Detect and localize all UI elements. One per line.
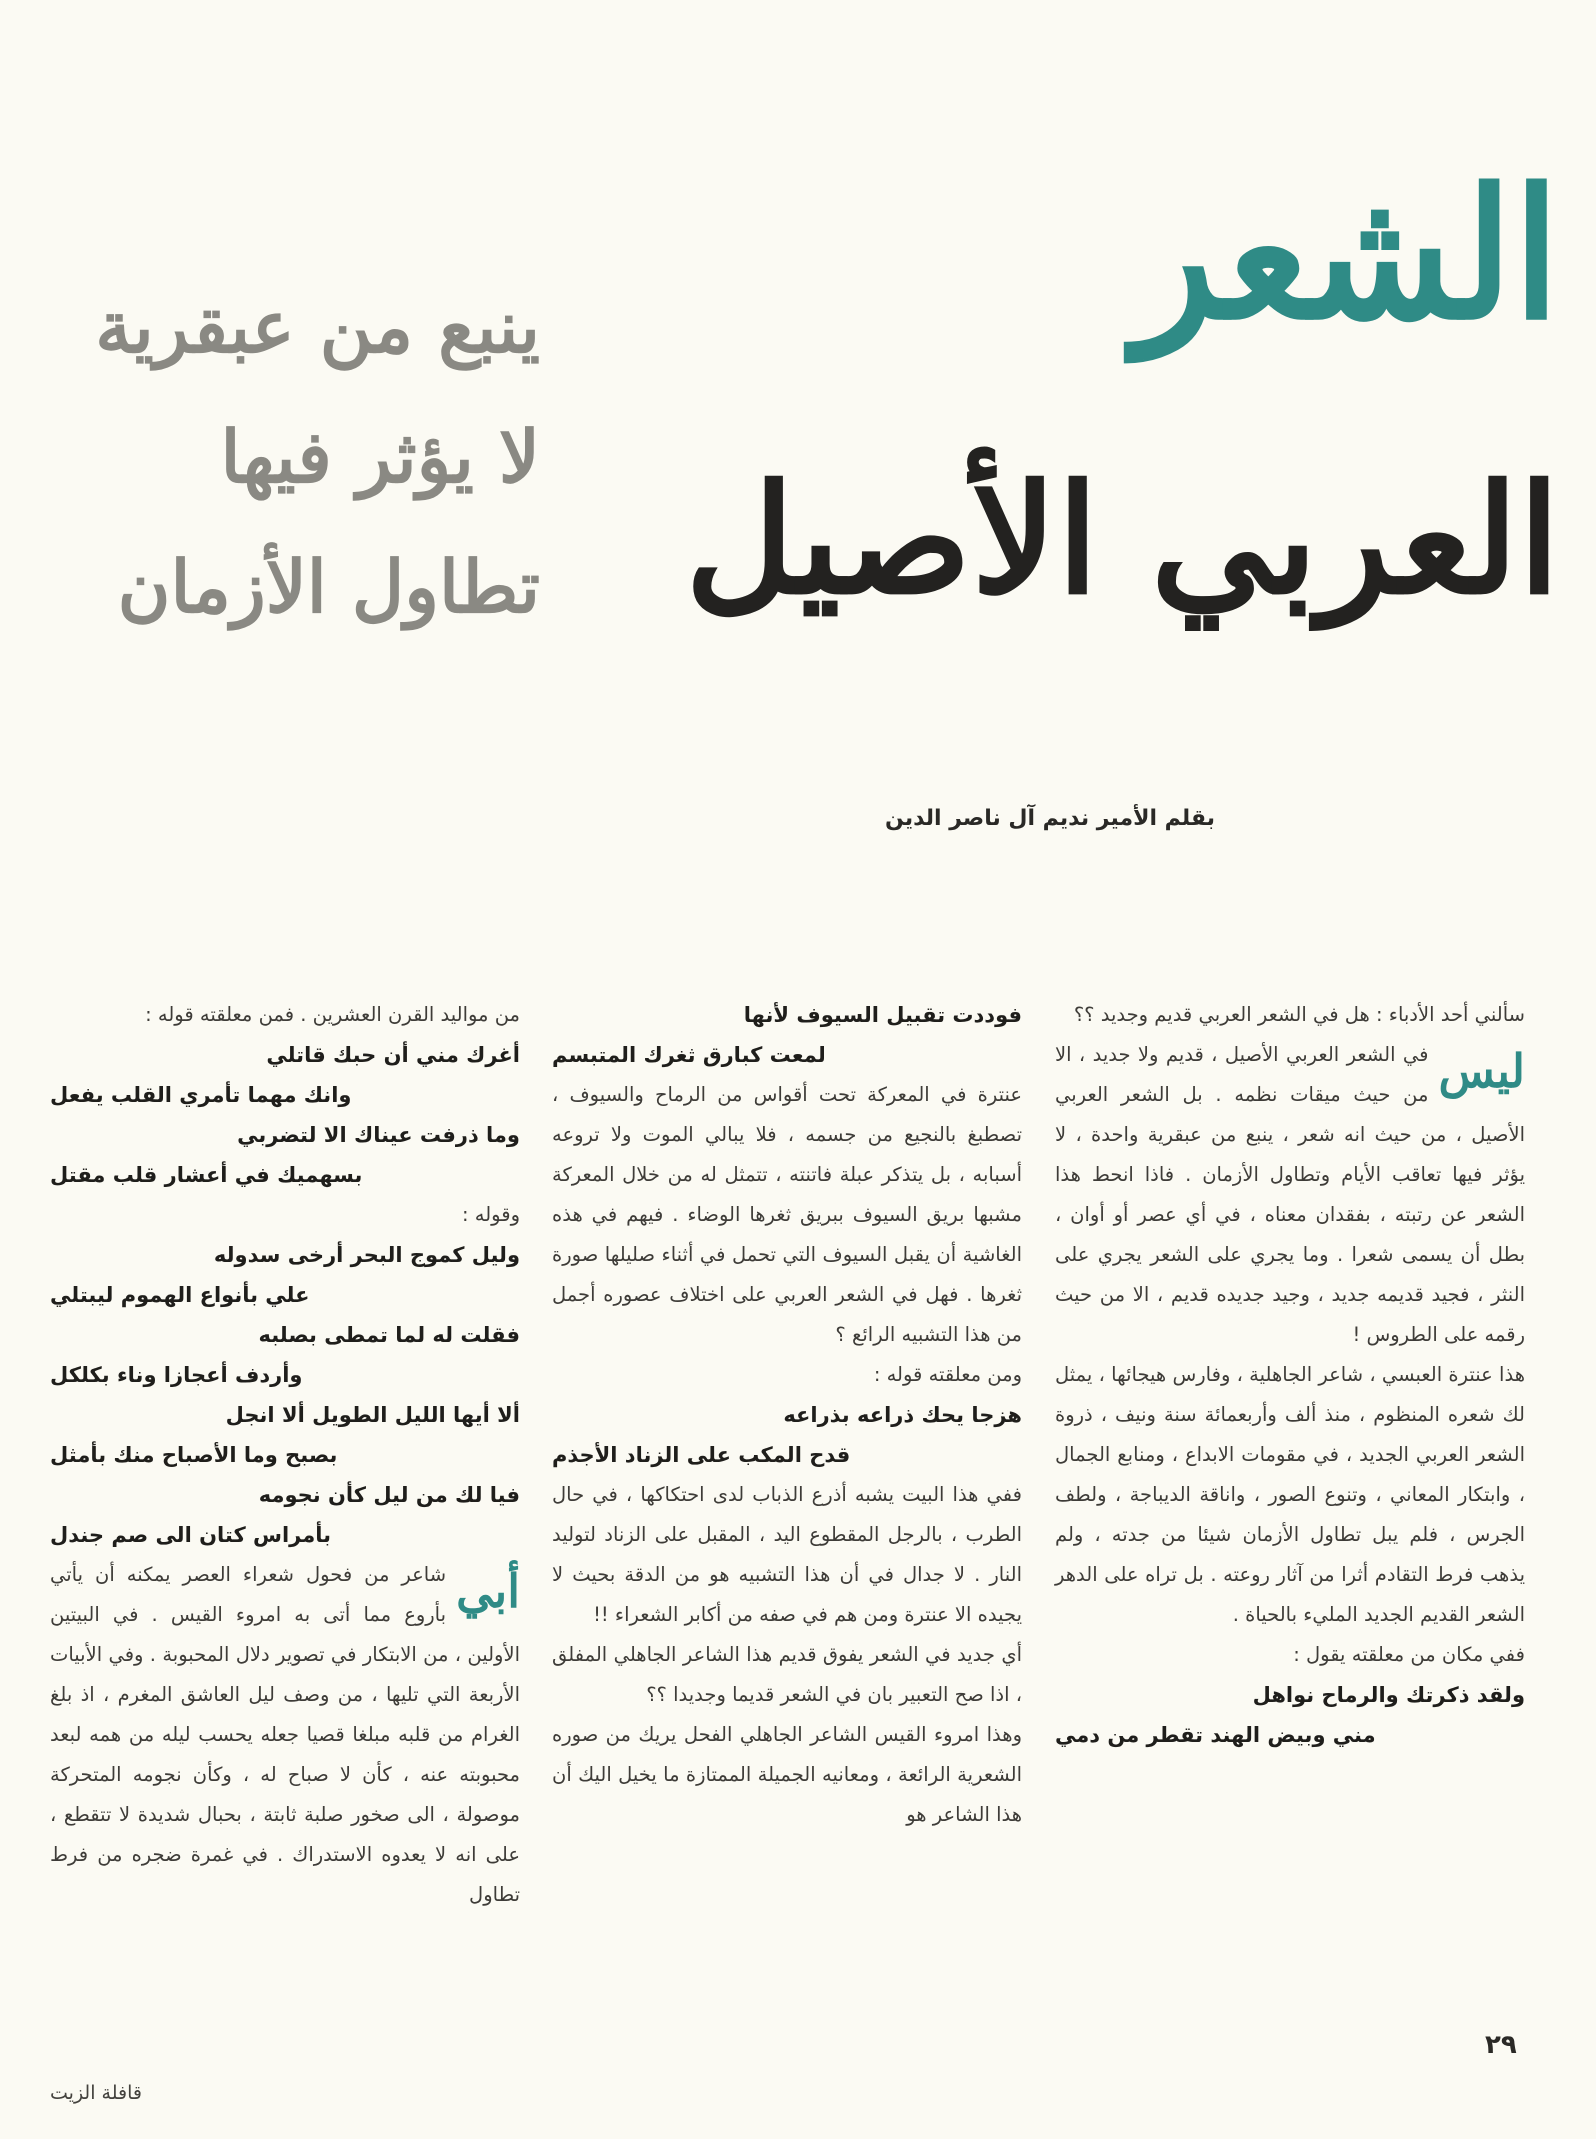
verse-line: وليل كموج البحر أرخى سدوله [213,1243,520,1267]
page-number: ٢٩ [1485,2030,1517,2060]
magazine-name: قافلة الزيت [50,2082,142,2104]
author-byline: بقلم الأمير نديم آل ناصر الدين [885,806,1215,831]
paragraph: وقوله : [462,1203,520,1226]
title-line-2: العربي الأصيل [685,452,1560,628]
paragraph: سألني أحد الأدباء : هل في الشعر العربي قديم وجديد ؟؟ [1073,1003,1525,1026]
paragraph: عنترة في المعركة تحت أقواس من الرماح والسيوف ، تصطبغ بالنجيع من جسمه ، فلا يبالي الموت ولا تروعه أسبابه ، بل يتذكر عبلة فاتنته ، تتمثل له من خلال المعركة مشبها بريق السيوف ببريق ثغرها الوضاء . فيهم في هذه الغاشية أن يقبل السيوف التي تحمل في أثناء صليلها صورة ثغرها . فهل في الشعر العربي على اختلاف عصوره أجمل من هذا التشبيه الرائع ؟ [552,1083,1022,1346]
article-column-2 [552,995,1022,1835]
paragraph: وهذا امروء القيس الشاعر الجاهلي الفحل يريك من صوره الشعرية الرائعة ، ومعانيه الجميلة الممتازة ما يخيل اليك أن هذا الشاعر هو [552,1723,1022,1826]
verse-line: فيا لك من ليل كأن نجومه [258,1483,520,1507]
paragraph [50,1555,520,1915]
verse-line: وما ذرفت عيناك الا لتضربي [237,1123,520,1147]
subtitle-line-1: ينبع من عبقرية [95,284,540,369]
verse-line: وانك مهما تأمري القلب يفعل [50,1083,352,1107]
title-line-1: الشعر [1133,150,1560,360]
verse-line: هزجا يحك ذراعه بذراعه [783,1403,1022,1427]
verse-line: أغرك مني أن حبك قاتلي [266,1043,520,1067]
verse-line: بسهميك في أعشار قلب مقتل [50,1163,363,1187]
paragraph: ففي هذا البيت يشبه أذرع الذباب لدى احتكاكها ، في حال الطرب ، بالرجل المقطوع اليد ، المقبل على الزناد لتوليد النار . لا جدال في أن هذا التشبيه هو من الدقة بحيث لا يجيده الا عنترة ومن هم في صفه من أكابر الشعراء !! [552,1483,1022,1626]
paragraph: أي جديد في الشعر يفوق قديم هذا الشاعر الجاهلي المفلق ، اذا صح التعبير بان في الشعر قديما وجديدا ؟؟ [552,1643,1022,1706]
verse-line: فقلت له لما تمطى بصلبه [258,1323,520,1347]
verse-line: وأردف أعجازا وناء بكلكل [50,1363,303,1387]
verse-line: بأمراس كتان الى صم جندل [50,1523,331,1547]
paragraph-text: شاعر من فحول شعراء العصر يمكنه أن يأتي بأروع مما أتى به امروء القيس . في البيتين الأولين ، من الابتكار في تصوير دلال المحبوبة . وفي الأبيات الأربعة التي تليها ، من وصف ليل العاشق المغرم ، اذ بلغ الغرام من قلبه مبلغا قصيا جعله يحسب ليله من همه لبعد محبوبته عنه ، كأن لا صباح له ، وكأن نجومه المتحركة موصولة ، الى صخور صلبة ثابتة ، بحبال شديدة لا تتقطع ، على انه لا يعدوه الاستدراك . في غمرة ضجره من فرط تطاول [50,1563,520,1906]
paragraph [1055,1035,1525,1355]
subtitle-line-2: لا يؤثر فيها [220,414,540,499]
article-column-1 [1055,995,1525,1755]
paragraph: ومن معلقته قوله : [873,1363,1022,1386]
verse-line: قدح المكب على الزناد الأجذم [552,1443,851,1467]
subtitle-line-3: تطاول الأزمان [117,544,540,629]
verse-line: مني وبيض الهند تقطر من دمي [1055,1723,1376,1747]
verse-line: لمعت كبارق ثغرك المتبسم [552,1043,826,1067]
paragraph: هذا عنترة العبسي ، شاعر الجاهلية ، وفارس هيجائها ، يمثل لك شعره المنظوم ، منذ ألف وأربعمائة سنة ونيف ، ذروة الشعر العربي الجديد ، في مقومات الابداع ، ومنابع الجمال ، وابتكار المعاني ، وتنوع الصور ، واناقة الديباجة ، ولطف الجرس ، فلم يبل تطاول الأزمان شيئا من جدته ، ولم يذهب فرط التقادم أثرا من آثار روعته . بل تراه على الدهر الشعر القديم الجديد المليء بالحياة . [1055,1363,1525,1626]
drop-cap: أبي [456,1564,520,1618]
paragraph: ففي مكان من معلقته يقول : [1293,1643,1525,1666]
article-column-3 [50,995,520,1915]
verse-line: فوددت تقبيل السيوف لأنها [743,1003,1022,1027]
verse-line: علي بأنواع الهموم ليبتلي [50,1283,310,1307]
verse-line: ولقد ذكرتك والرماح نواهل [1252,1683,1525,1707]
verse-line: ألا أيها الليل الطويل ألا انجل [225,1403,520,1427]
verse-line: بصبح وما الأصباح منك بأمثل [50,1443,338,1467]
subtitle [40,262,540,652]
paragraph: من مواليد القرن العشرين . فمن معلقته قوله : [145,1003,520,1026]
drop-cap: ليس [1438,1044,1525,1098]
paragraph-text: في الشعر العربي الأصيل ، قديم ولا جديد ، الا من حيث ميقات نظمه . بل الشعر العربي الأصيل ، من حيث انه شعر ، ينبع من عبقرية واحدة ، لا يؤثر فيها تعاقب الأيام وتطاول الأزمان . فاذا انحط هذا الشعر عن رتبته ، بفقدان معناه ، في أي عصر أو أوان ، بطل أن يسمى شعرا . وما يجري على الشعر يجري على النثر ، فجيد قديمه جديد ، وجيد جديده قديم ، الا من حيث رقمه على الطروس ! [1055,1043,1525,1346]
